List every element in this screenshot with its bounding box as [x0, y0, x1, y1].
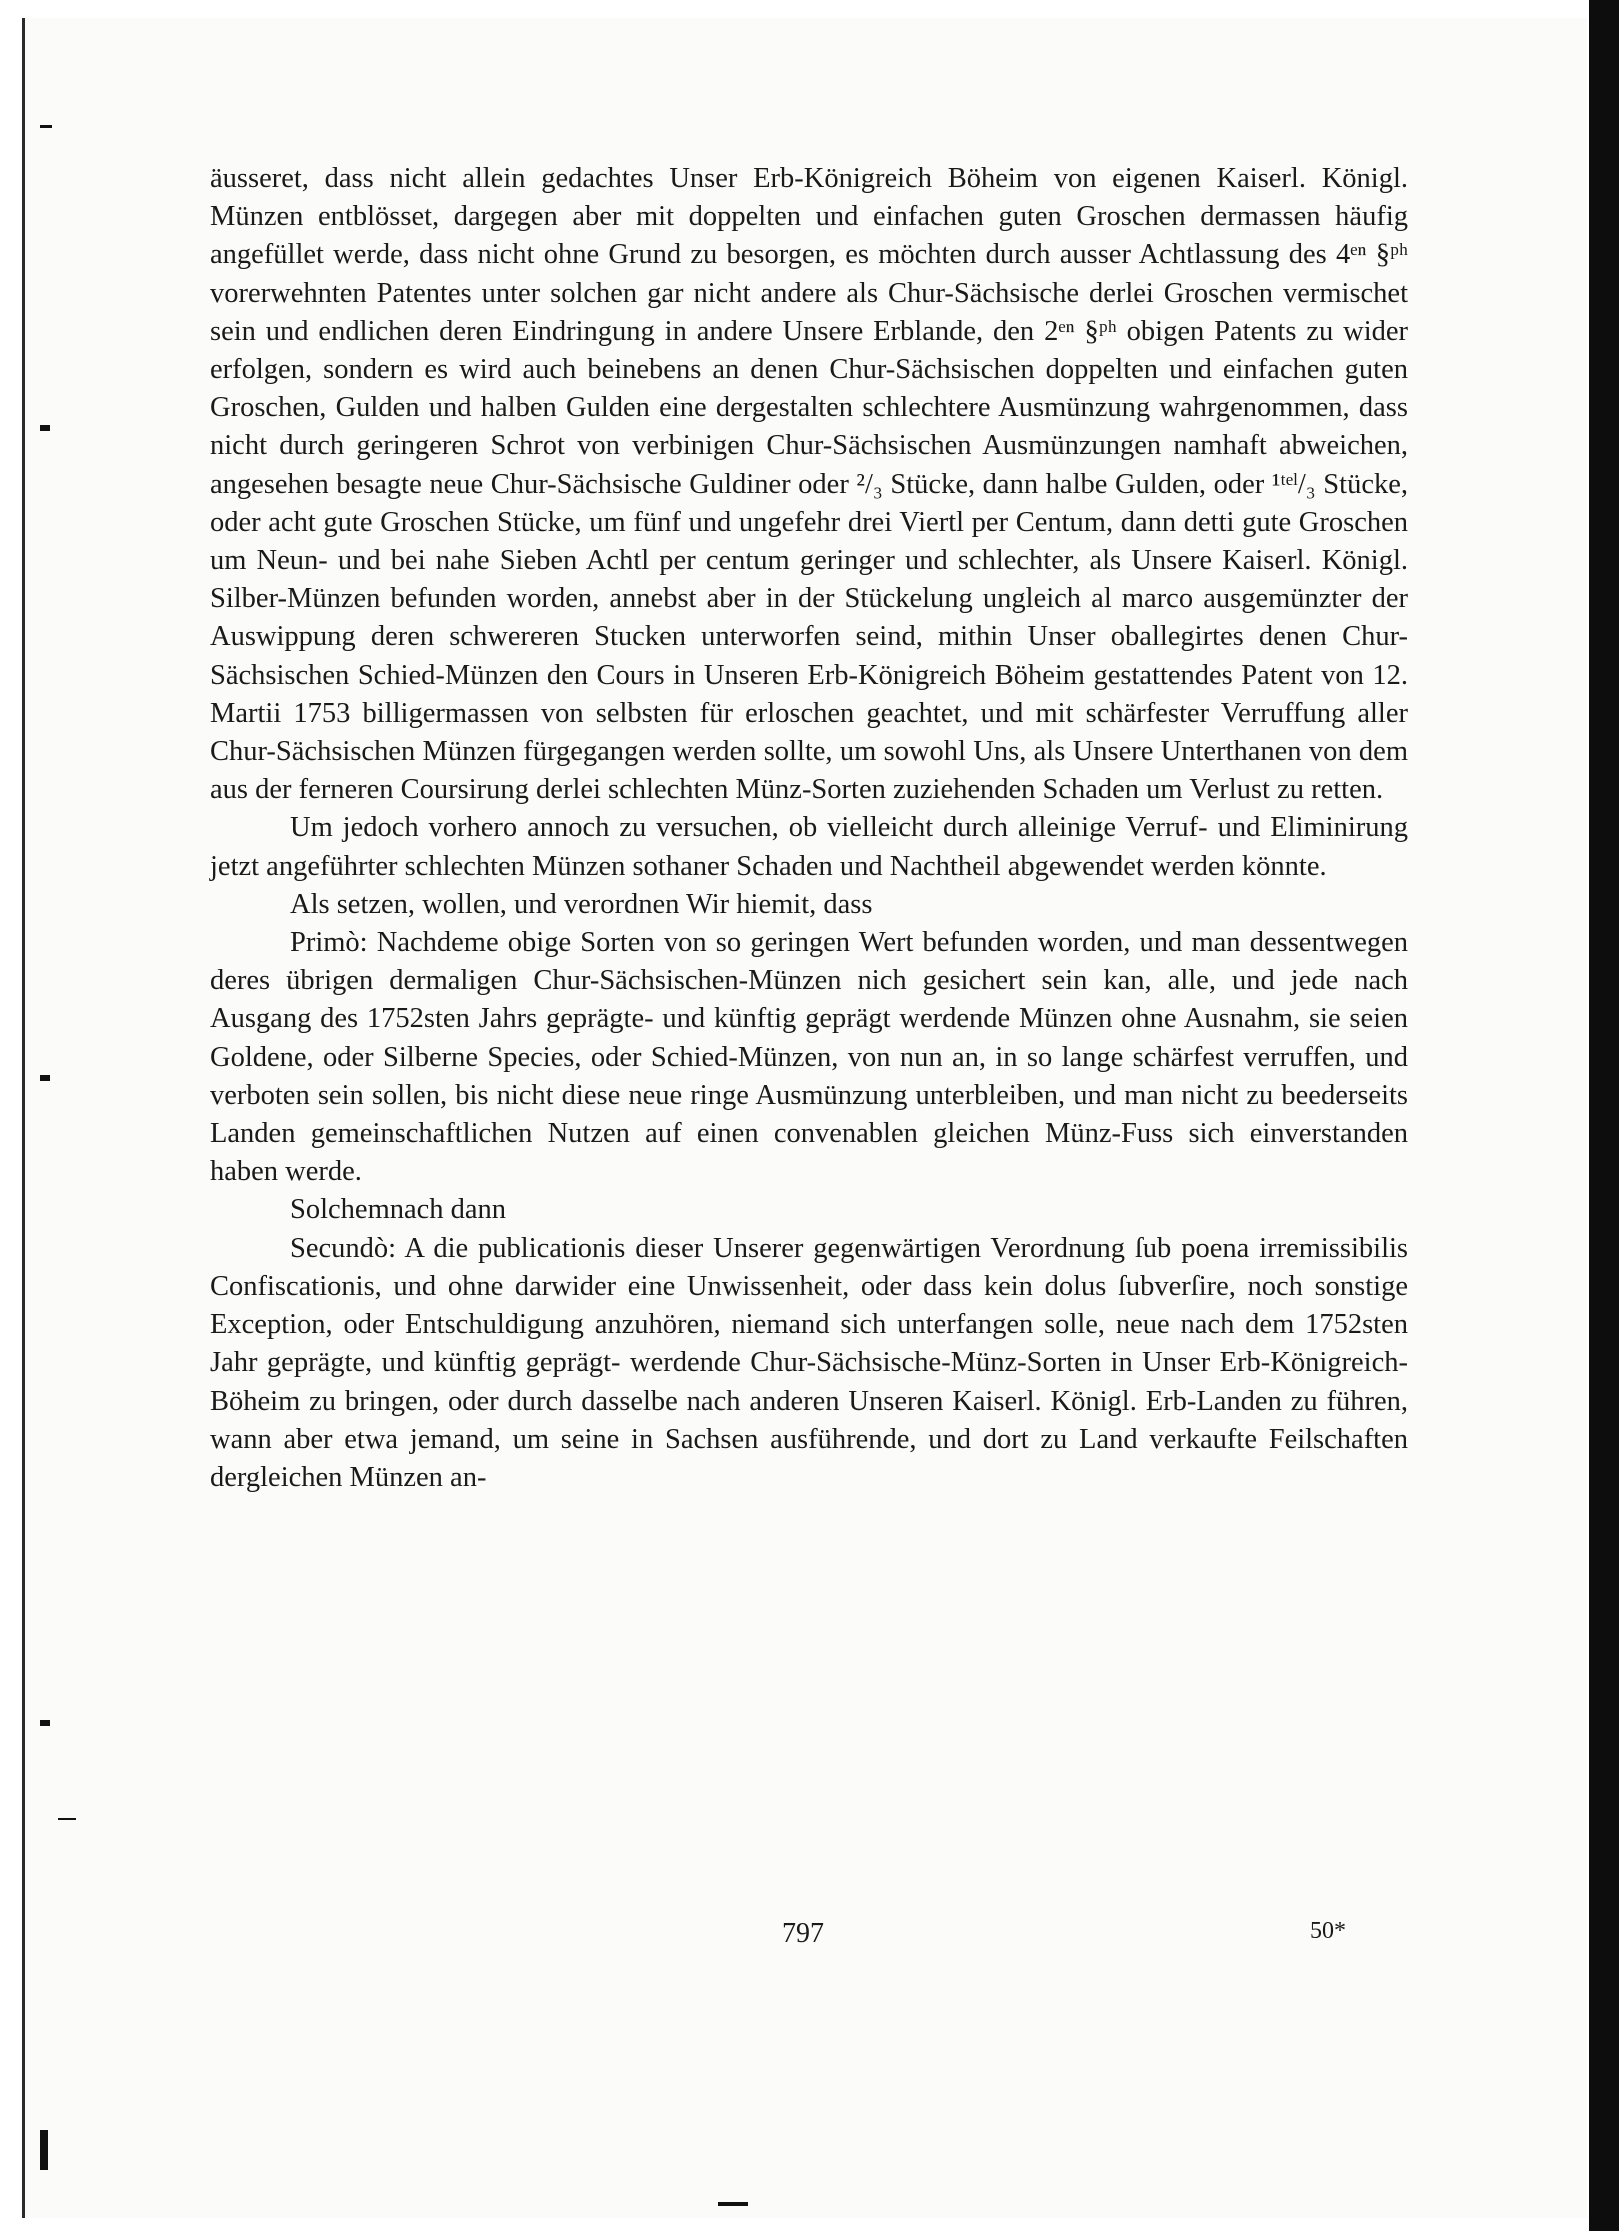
paragraph: Solchemnach dann — [290, 1194, 507, 1226]
margin-tick — [40, 1720, 50, 1726]
margin-tick — [40, 125, 52, 128]
paragraph: Als setzen, wollen, und verordnen Wir hiemit, dass — [290, 888, 873, 920]
paragraph: Um jedoch vorhero annoch zu versuchen, ob vielleicht durch alleinige Verruf- und Eliminirung jetzt angeführter schlechten Münzen sothaner Schaden und Nachtheil abgewendet werden könnte. — [210, 812, 1408, 882]
document-body — [210, 160, 1408, 1497]
scan-dark-edge — [1589, 0, 1619, 2231]
scan-top-edge — [0, 0, 1619, 16]
paragraph: Primò: Nachdeme obige Sorten von so geringen Wert befunden worden, und man dessentwegen deres übrigen dermaligen Chur-Sächsischen-Münzen nich gesichert sein kan, alle, und jede nach Ausgang des 1752sten Jahrs geprägte- und künftig geprägt werdende Münzen ohne Ausnahm, sie seien Goldene, oder Silberne Species, oder Schied-Münzen, von nun an, in so lange schärfest verruffen, und verboten sein sollen, bis nicht diese neue ringe Ausmünzung unterbleiben, und man nicht zu beederseits Landen gemeinschaftlichen Nutzen auf einen convenablen gleichen Münz-Fuss sich einverstanden haben werde. — [210, 927, 1408, 1188]
signature-mark: 50* — [1310, 1918, 1346, 1944]
paragraph: äusseret, dass nicht allein gedachtes Unser Erb-Königreich Böheim von eigenen Kaiserl. Königl. Münzen entblösset, dargegen aber mit doppelten und einfachen guten Groschen dermassen häufig angefüllet werde, dass nicht ohne Grund zu besorgen, es möchten durch ausser Achtlassung des 4ᵉⁿ §ᵖʰ vorerwehnten Patentes unter solchen gar nicht andere als Chur-Sächsische derlei Groschen vermischet sein und endlichen deren Eindringung in andere Unsere Erblande, den 2ᵉⁿ §ᵖʰ obigen Patents zu wider erfolgen, sondern es wird auch beinebens an denen Chur-Sächsischen doppelten und einfachen guten Groschen, Gulden und halben Gulden eine dergestalten schlechtere Ausmünzung wahrgenommen, dass nicht durch geringeren Schrot von verbinigen Chur-Sächsischen Ausmünzungen namhaft abweichen, angesehen besagte neue Chur-Sächsische Guldiner oder ²/₃ Stücke, dann halbe Gulden, oder ¹ᵗᵉˡ/₃ Stücke, oder acht gute Groschen Stücke, um fünf und ungefehr drei Viertl per Centum, dann detti gute Groschen um Neun- und bei nahe Sieben Achtl per centum geringer und schlechter, als Unsere Kaiserl. Königl. Silber-Münzen befunden worden, annebst aber in der Stückelung ungleich al marco ausgemünzter der Auswippung deren schwereren Stucken unterworfen seind, mithin Unser oballegirtes denen Chur-Sächsischen Schied-Münzen den Cours in Unseren Erb-Königreich Böheim gestattendes Patent von 12. Martii 1753 billigermassen von selbsten für erloschen geachtet, und mit schärfester Verruffung aller Chur-Sächsischen Münzen fürgegangen werden sollte, um sowohl Uns, als Unsere Unterthanen von dem aus der ferneren Coursirung derlei schlechten Münz-Sorten zuziehenden Schaden um Verlust zu retten. — [210, 163, 1408, 806]
scan-artifact-dash — [718, 2202, 748, 2206]
margin-tick — [40, 2130, 48, 2170]
page-number: 797 — [782, 1918, 824, 1949]
margin-tick — [58, 1818, 76, 1820]
paragraph: Secundò: A die publicationis dieser Unserer gegenwärtigen Verordnung ſub poena irremissibilis Confiscationis, und ohne darwider eine Unwissenheit, oder dass kein dolus ſubverſire, noch sonstige Exception, oder Entschuldigung anzuhören, niemand sich unterfangen solle, neue nach dem 1752sten Jahr geprägte, und künftig geprägt- werdende Chur-Sächsische-Münz-Sorten in Unser Erb-Königreich-Böheim zu bringen, oder durch dasselbe nach anderen Unseren Kaiserl. Königl. Erb-Landen zu führen, wann aber etwa jemand, um seine in Sachsen ausführende, und dort zu Land verkaufte Feilschaften dergleichen Münzen an- — [210, 1232, 1408, 1493]
margin-tick — [40, 1075, 50, 1081]
margin-tick — [40, 425, 50, 431]
